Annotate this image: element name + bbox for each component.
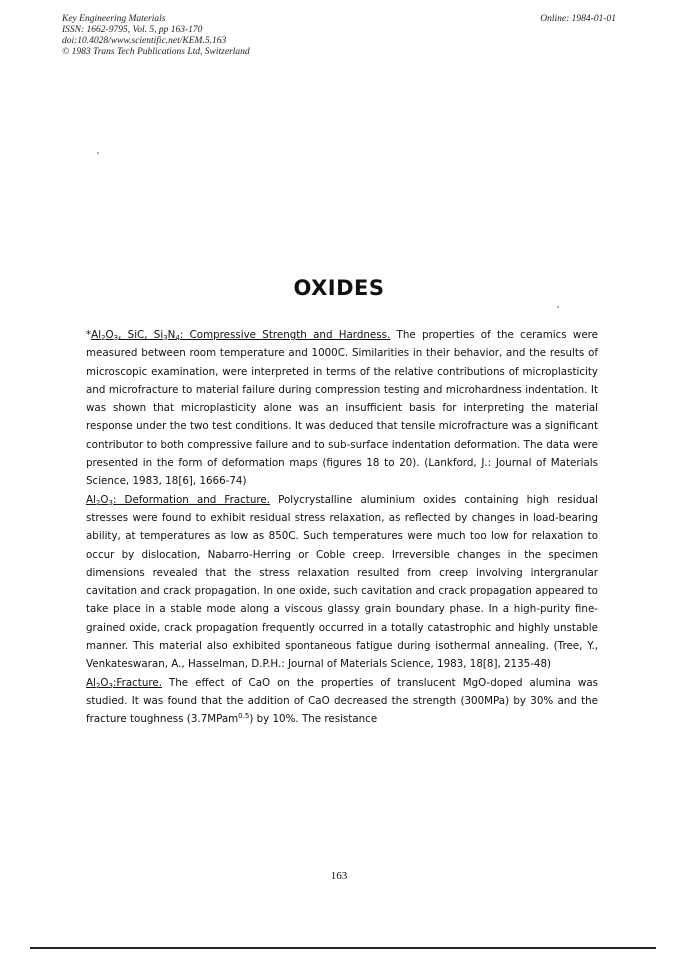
scan-speck — [557, 306, 559, 308]
scan-speck — [97, 152, 99, 154]
journal-header — [62, 14, 250, 58]
online-date: Online: 1984-01-01 — [540, 14, 616, 24]
exponent: 0.5 — [238, 712, 250, 721]
abstract-fracture — [86, 674, 598, 729]
abstract-text-continued: ) by 10%. The resistance — [249, 713, 378, 726]
section-title: OXIDES — [293, 276, 385, 300]
abstract-text: The properties of the ceramics were measured between room temperature and 1000C. Similarities in their behavior, and the results of microscopic examination, were interpreted in terms of the relative contributions of microplasticity and microfracture to material failure during compression testing and microhardness indentation. It was shown that microplasticity alone was an insufficient basis for interpreting the material response under the two test conditions. It was deduced that tensile microfracture was a significant contributor to both compressive failure and to sub-surface indentation deformation. The data were presented in the form of deformation maps (figures 18 to 20). (Lankford, J.: Journal of Materials Science, 1983, 18[6], 1666-74) — [86, 329, 599, 488]
journal-name: Key Engineering Materials — [62, 14, 166, 24]
article-body — [86, 326, 598, 729]
abstract-heading: $Al_2O_3$, SiC, $Si_3N_4$: Compressive Strength and Hardness. — [91, 329, 391, 342]
page-number: 163 — [330, 870, 348, 882]
asterisk: * — [86, 329, 92, 341]
doi-line: doi:10.4028/www.scientific.net/KEM.5.163 — [62, 36, 227, 46]
issn-line: ISSN: 1662-9795, Vol. 5, pp 163-170 — [62, 25, 203, 35]
abstract-text: Polycrystalline aluminium oxides containing high residual stresses were found to exhibit residual stress relaxation, as reflected by changes in load-bearing ability, at temperatures as low as 850C. Such temperatures were much too low for relaxation to occur by dislocation, Nabarro-Herring or Coble creep. Irreversible changes in the specimen dimensions revealed that the stress relaxation resulted from creep involving intergranular cavitation and crack propagation. In one oxide, such cavitation and crack propagation appeared to take place in a stable mode along a viscous glassy grain boundary phase. In a high-purity fine-grained oxide, crack propagation frequently occurred in a totally catastrophic and highly unstable manner. This material also exhibited spontaneous fatigue during isothermal annealing. (Tree, Y., Venkateswaran, A., Hasselman, D.P.H.: Journal of Materials Science, 1983, 18[8], 2135-48) — [86, 493, 598, 671]
abstract-compressive-strength — [86, 326, 598, 491]
abstract-heading: $Al_2O_3$: Deformation and Fracture. — [86, 493, 270, 507]
abstract-text: The effect of CaO on the properties of translucent MgO-doped alumina was studied. It was found that the addition of CaO decreased the strength (300MPa) by 30% and the fracture toughness (3.7MPam — [86, 676, 598, 726]
abstract-deformation-fracture — [86, 491, 598, 674]
abstract-heading: $Al_2O_3:Fracture$. — [86, 676, 162, 690]
bottom-rule — [30, 947, 656, 949]
copyright-line: © 1983 Trans Tech Publications Ltd, Switzerland — [62, 47, 250, 57]
